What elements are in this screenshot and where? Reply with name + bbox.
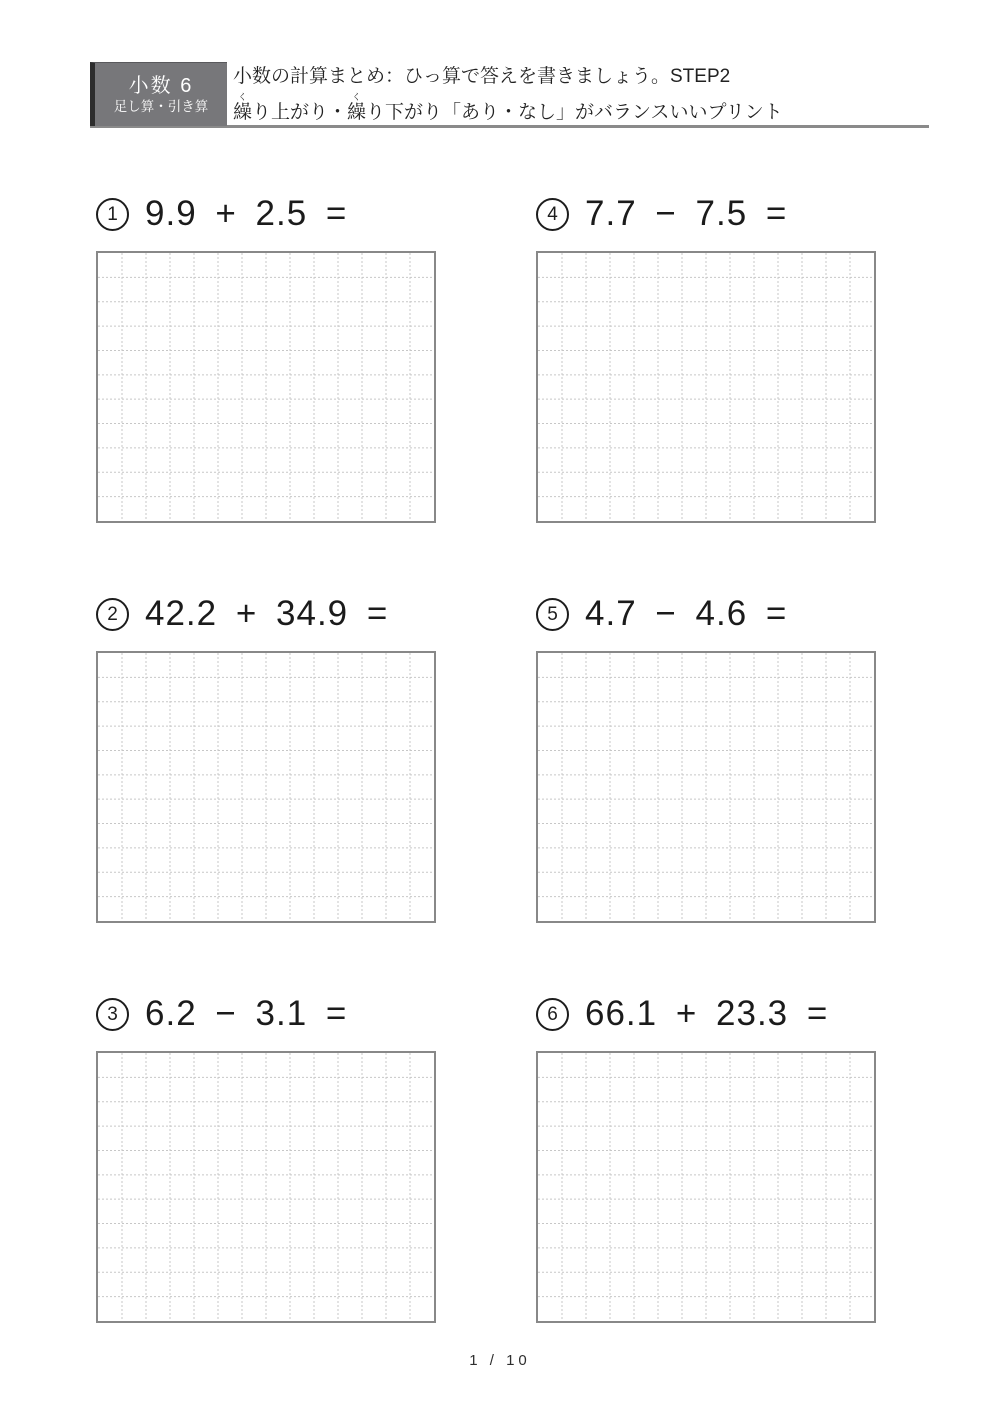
problem-number-circle: 6 [536, 998, 569, 1031]
grid-lines-graphic [98, 653, 434, 921]
problem-number-circle: 3 [96, 998, 129, 1031]
badge-title: 小数 6 [128, 74, 194, 97]
problem-equation: 66.1 + 23.3 = [585, 994, 829, 1033]
problem-header [96, 593, 436, 635]
problem-header [96, 993, 436, 1035]
page-number: 1 / 10 [469, 1352, 531, 1369]
problem-header [536, 193, 876, 235]
problem-cell [536, 193, 876, 523]
problem-number-circle: 5 [536, 598, 569, 631]
problem-equation: 7.7 − 7.5 = [585, 194, 788, 233]
problem-cell [536, 993, 876, 1323]
answer-grid-box[interactable] [96, 1051, 436, 1323]
worksheet-title: 小数の計算まとめ：ひっ算で答えを書きましょう。STEP2 [233, 66, 731, 87]
problem-number-circle: 2 [96, 598, 129, 631]
problem-header [536, 993, 876, 1035]
grid-lines-graphic [98, 1053, 434, 1321]
answer-grid-box[interactable] [536, 1051, 876, 1323]
problem-header [96, 193, 436, 235]
answer-grid-box[interactable] [536, 251, 876, 523]
problem-cell [96, 193, 436, 523]
worksheet-subtitle: 繰くり上がり・繰くり下がり「あり・なし」がバランスいいプリント [233, 91, 783, 123]
grid-lines-graphic [538, 1053, 874, 1321]
problem-cell [96, 593, 436, 923]
problems-grid [96, 193, 876, 1323]
problem-equation: 9.9 + 2.5 = [145, 194, 348, 233]
answer-grid-box[interactable] [536, 651, 876, 923]
problem-cell [96, 993, 436, 1323]
problem-equation: 42.2 + 34.9 = [145, 594, 389, 633]
problem-equation: 4.7 − 4.6 = [585, 594, 788, 633]
problem-header [536, 593, 876, 635]
worksheet-titles [233, 66, 933, 124]
problem-equation: 6.2 − 3.1 = [145, 994, 348, 1033]
problem-cell [536, 593, 876, 923]
answer-grid-box[interactable] [96, 651, 436, 923]
answer-grid-box[interactable] [96, 251, 436, 523]
grid-lines-graphic [98, 253, 434, 521]
category-badge [90, 62, 227, 126]
grid-lines-graphic [538, 253, 874, 521]
problem-number-circle: 1 [96, 198, 129, 231]
grid-lines-graphic [538, 653, 874, 921]
badge-subtitle: 足し算・引き算 [113, 98, 209, 114]
problem-number-circle: 4 [536, 198, 569, 231]
